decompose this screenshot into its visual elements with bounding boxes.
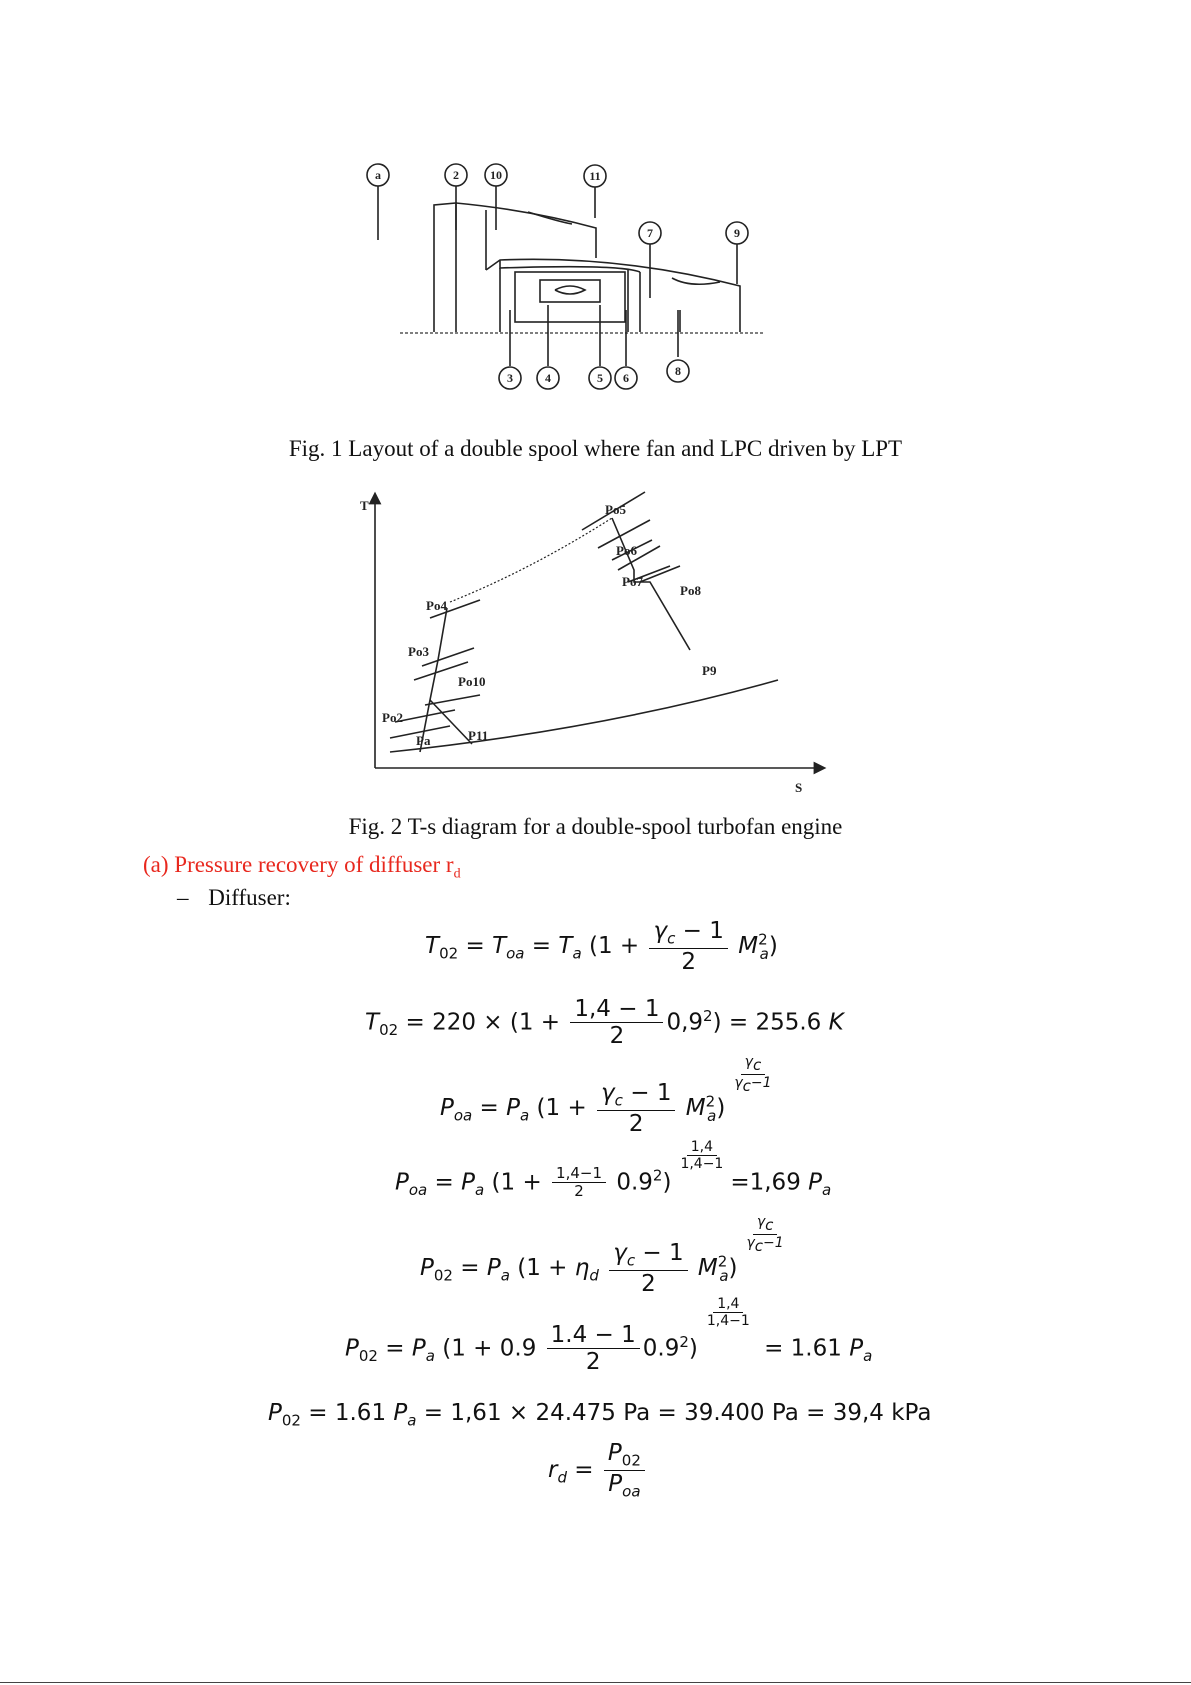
label-po8: Po8	[680, 583, 701, 598]
station-10-text: 10	[490, 168, 502, 182]
equation-p02-value: $P_{02} = P_a$ (1 + 0.9 $\frac{1.4 - 1}{2}$ $0.9^2$) $\frac{1,4}{1,4-1}$ = 1.61 $P_a$	[345, 1296, 873, 1376]
equation-rd-definition: $r_d$ = $\frac{P_{02}}{P_{oa}}$	[548, 1440, 648, 1501]
equation-poa-value: $P_{oa} = P_a$ (1 + $\frac{1,4-1}{2}$ $0.9^2$) $\frac{1,4}{1,4-1}$ =1,69 $P_a$	[395, 1139, 832, 1201]
station-5-text: 5	[597, 371, 603, 385]
station-11-text: 11	[589, 169, 601, 183]
label-po2: Po2	[382, 710, 403, 725]
axis-t-label: T	[360, 498, 369, 513]
fig2-caption: Fig. 2 T-s diagram for a double-spool turbofan engine	[348, 814, 843, 839]
equation-p02-formula: $P_{02} = P_a$ ($1 + \eta_d$ $\frac{\gamma_c - 1}{2}$ $M^2_a$) $\frac{\gamma_c}{\gamma_c-1}$	[420, 1214, 784, 1297]
equation-t02-formula: $T_{02} = T_{oa} = T_a$ (1 + $\frac{\gamma_c - 1}{2}$ $M^2_a$)	[425, 918, 778, 975]
label-po3: Po3	[408, 644, 429, 659]
bullet-diffuser: – Diffuser:	[177, 885, 291, 910]
station-9-text: 9	[734, 226, 740, 240]
section-heading: (a) Pressure recovery of diffuser $r_d$	[143, 852, 461, 882]
station-7-text: 7	[647, 226, 653, 240]
station-a-text: a	[375, 168, 381, 182]
label-po6: Po6	[616, 543, 637, 558]
equation-t02-value: $T_{02} = 220 \times (1$ + $\frac{1,4 - 1}{2}$ $0,9^2) = 255.6$ K	[365, 996, 844, 1050]
label-po7: Po7	[622, 574, 643, 589]
label-p9: P9	[702, 663, 717, 678]
equation-poa-formula: $P_{oa} = P_a$ (1 + $\frac{\gamma_c - 1}{2}$ $M^2_a$) $\frac{\gamma_c}{\gamma_c-1}$	[440, 1054, 772, 1137]
station-6-text: 6	[623, 371, 629, 385]
equation-p02-kpa: $P_{02} = 1.61$ $P_a = 1,61 \times 24.475$ Pa = 39.400 Pa = 39,4 kPa	[268, 1400, 932, 1430]
label-po5: Po5	[605, 502, 626, 517]
station-3-text: 3	[507, 371, 513, 385]
label-po10: Po10	[458, 674, 486, 689]
fig2-ts-diagram	[350, 490, 830, 820]
label-p11: P11	[468, 728, 489, 743]
label-pa: Pa	[416, 733, 431, 748]
ambient-isobar	[390, 680, 778, 752]
station-4-text: 4	[545, 371, 551, 385]
fig1-engine-layout	[360, 160, 840, 420]
page-bottom-rule	[0, 1682, 1191, 1683]
station-2-text: 2	[453, 168, 459, 182]
fig1-caption: Fig. 1 Layout of a double spool where fan and LPC driven by LPT	[288, 436, 903, 461]
label-po4: Po4	[426, 598, 447, 613]
axis-s-label: S	[795, 780, 803, 795]
station-8-text: 8	[675, 364, 681, 378]
